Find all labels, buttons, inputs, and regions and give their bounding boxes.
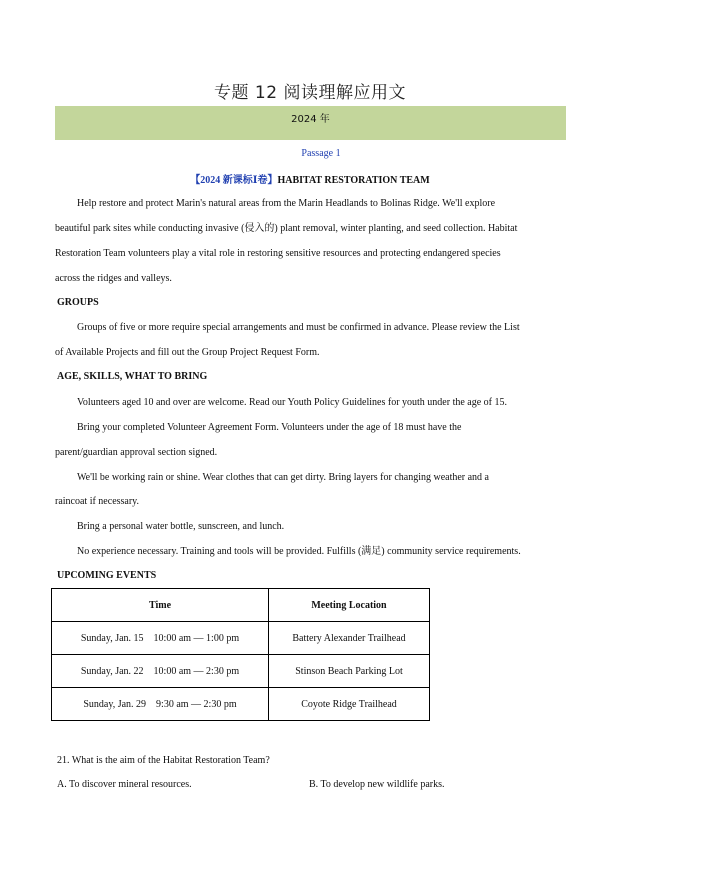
passage-label: Passage 1 — [301, 148, 341, 159]
event-time: Sunday, Jan. 29 9:30 am — 2:30 pm — [52, 688, 269, 721]
groups-line: Groups of five or more require special arrangements and must be confirmed in advance. Please review the List — [77, 322, 520, 333]
year-band — [55, 106, 566, 140]
option-b: B. To develop new wildlife parks. — [309, 779, 445, 790]
table-row — [52, 688, 430, 721]
column-header-time: Time — [52, 589, 269, 622]
section-heading-age-skills: AGE, SKILLS, WHAT TO BRING — [57, 371, 208, 382]
age-skills-line: parent/guardian approval section signed. — [55, 447, 218, 458]
intro-line: beautiful park sites while conducting invasive (侵入的) plant removal, winter planting, and seed collection. Habitat — [55, 223, 518, 234]
table-row — [52, 655, 430, 688]
column-header-location: Meeting Location — [269, 589, 430, 622]
age-skills-line: Bring a personal water bottle, sunscreen, and lunch. — [77, 521, 285, 532]
age-skills-line: Bring your completed Volunteer Agreement Form. Volunteers under the age of 18 must have the — [77, 422, 462, 433]
event-location: Stinson Beach Parking Lot — [269, 655, 430, 688]
intro-line: Restoration Team volunteers play a vital role in restoring sensitive resources and protecting endangered species — [55, 248, 501, 259]
age-skills-line: raincoat if necessary. — [55, 496, 140, 507]
page-title: 专题 12 阅读理解应用文 — [214, 83, 406, 103]
year-label: 2024 年 — [291, 114, 330, 125]
section-heading-upcoming: UPCOMING EVENTS — [57, 570, 157, 581]
source-tag: 【2024 新课标Ⅰ卷】 — [190, 175, 278, 186]
age-skills-line: Volunteers aged 10 and over are welcome. Read our Youth Policy Guidelines for youth under the age of 15. — [77, 397, 507, 408]
table-row — [52, 622, 430, 655]
option-a: A. To discover mineral resources. — [57, 779, 192, 790]
section-heading-groups: GROUPS — [57, 297, 99, 308]
event-time: Sunday, Jan. 15 10:00 am — 1:00 pm — [52, 622, 269, 655]
event-location: Coyote Ridge Trailhead — [269, 688, 430, 721]
question-stem: 21. What is the aim of the Habitat Restoration Team? — [57, 755, 270, 766]
events-table — [51, 588, 430, 721]
groups-line: of Available Projects and fill out the Group Project Request Form. — [55, 347, 320, 358]
passage-heading — [55, 171, 565, 186]
table-header-row — [52, 589, 430, 622]
event-location: Battery Alexander Trailhead — [269, 622, 430, 655]
age-skills-line: No experience necessary. Training and tools will be provided. Fulfills (满足) community service requirements. — [77, 546, 521, 557]
heading-text: HABITAT RESTORATION TEAM — [277, 175, 430, 186]
intro-line: across the ridges and valleys. — [55, 273, 172, 284]
event-time: Sunday, Jan. 22 10:00 am — 2:30 pm — [52, 655, 269, 688]
intro-line: Help restore and protect Marin's natural areas from the Marin Headlands to Bolinas Ridge. We'll explore — [77, 198, 496, 209]
age-skills-line: We'll be working rain or shine. Wear clothes that can get dirty. Bring layers for changing weather and a — [77, 472, 489, 483]
